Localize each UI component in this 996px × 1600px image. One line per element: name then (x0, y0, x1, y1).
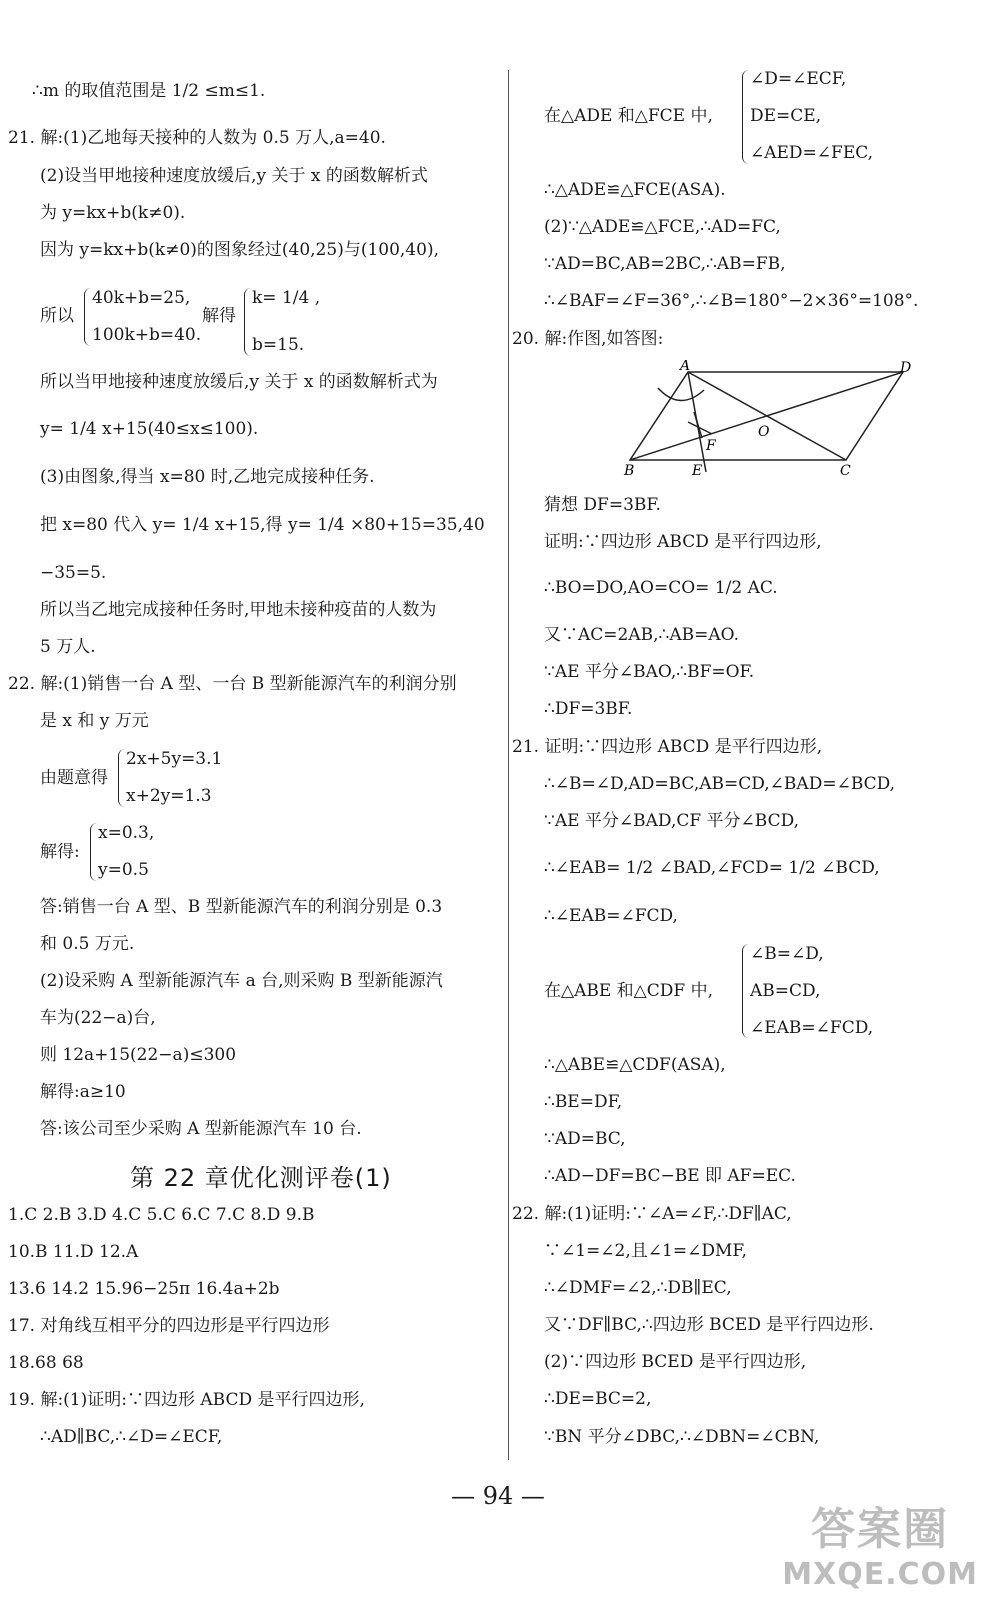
right-text-line: 又∵DF∥BC,∴四边形 BCED 是平行四边形. (544, 1315, 874, 1335)
right-text-line: ∵AD=BC, (544, 1129, 626, 1149)
left-text-line: 100k+b=40. (92, 325, 202, 345)
right-text-line: ∴AD−DF=BC−BE 即 AF=EC. (544, 1166, 796, 1186)
left-text-line: x=0.3, (98, 823, 155, 843)
right-text-line: ∴∠B=∠D,AD=BC,AB=CD,∠BAD=∠BCD, (544, 774, 896, 794)
right-text-line: ∠D=∠ECF, (750, 69, 847, 89)
right-text-line: ∴∠EAB=∠FCD, (544, 906, 678, 926)
left-text-line: 所以当甲地接种速度放缓后,y 关于 x 的函数解析式为 (40, 372, 438, 392)
left-text-line: (3)由图象,得当 x=80 时,乙地完成接种任务. (40, 467, 375, 487)
left-text-line: (2)设当甲地接种速度放缓后,y 关于 x 的函数解析式 (40, 166, 428, 186)
column-divider (508, 70, 509, 1460)
left-text-line: 答:销售一台 A 型、B 型新能源汽车的利润分别是 0.3 (40, 897, 443, 917)
right-text-line: ∵AE 平分∠BAO,∴BF=OF. (544, 662, 755, 682)
right-text-line: ∵AD=BC,AB=2BC,∴AB=FB, (544, 254, 786, 274)
left-text-line: 把 x=80 代入 y= 1/4 x+15,得 y= 1/4 ×80+15=35,40 (40, 515, 485, 535)
right-text-line: ∠EAB=∠FCD, (750, 1018, 874, 1038)
right-text-line: ∠B=∠D, (750, 944, 824, 964)
right-text-line: 猜想 DF=3BF. (544, 495, 661, 515)
right-text-line: ∵∠1=∠2,且∠1=∠DMF, (544, 1241, 747, 1261)
parallelogram-figure (618, 360, 918, 480)
left-text-line: ∴m 的取值范围是 1/2 ≤m≤1. (32, 81, 266, 101)
left-text-line: 由题意得 (40, 768, 108, 788)
right-text-line: 又∵AC=2AB,∴AB=AO. (544, 625, 739, 645)
left-text-line: 10.B 11.D 12.A (8, 1242, 139, 1262)
label-b: B (624, 463, 635, 479)
left-text-line: 则 12a+15(22−a)≤300 (40, 1045, 237, 1065)
right-text-line: AB=CD, (750, 981, 821, 1001)
right-text-line: ∴BO=DO,AO=CO= 1/2 AC. (544, 578, 778, 598)
right-text-line: 证明:∵四边形 ABCD 是平行四边形, (544, 532, 822, 552)
left-text-line: 所以当乙地完成接种任务时,甲地未接种疫苗的人数为 (40, 600, 437, 620)
brace-left (742, 944, 749, 1038)
right-text-line: 20. 解:作图,如答图: (512, 329, 664, 349)
watermark-logo: 答案圈 MXQE.COM (782, 1504, 978, 1592)
left-text-line: 是 x 和 y 万元 (40, 711, 149, 731)
label-a: A (680, 360, 691, 374)
right-text-line: ∠AED=∠FEC, (750, 143, 874, 163)
left-text-line: y=0.5 (98, 860, 149, 880)
brace-left (118, 749, 125, 807)
label-d: D (900, 360, 912, 376)
left-text-line: 解得 (202, 306, 236, 326)
right-text-line: ∴∠DMF=∠2,∴DB∥EC, (544, 1278, 732, 1298)
right-text-line: ∵BN 平分∠DBC,∴∠DBN=∠CBN, (544, 1427, 820, 1447)
left-text-line: 22. 解:(1)销售一台 A 型、一台 B 型新能源汽车的利润分别 (8, 674, 457, 694)
left-text-line: 所以 (40, 306, 74, 326)
right-text-line: ∴BE=DF, (544, 1092, 623, 1112)
left-text-line: 答:该公司至少采购 A 型新能源汽车 10 台. (40, 1119, 362, 1139)
right-text-line: ∴△ADE≌△FCE(ASA). (544, 180, 726, 200)
left-text-line: 21. 解:(1)乙地每天接种的人数为 0.5 万人,a=40. (8, 128, 386, 148)
left-text-line: −35=5. (40, 563, 107, 583)
brace-left (244, 288, 251, 356)
left-text-line: 18.68 68 (8, 1353, 84, 1373)
label-o: O (758, 424, 770, 440)
chapter-title: 第 22 章优化测评卷(1) (130, 1164, 392, 1192)
left-text-line: 17. 对角线互相平分的四边形是平行四边形 (8, 1316, 330, 1336)
left-text-line: 因为 y=kx+b(k≠0)的图象经过(40,25)与(100,40), (40, 240, 439, 260)
diagonal-bd (630, 372, 903, 460)
left-text-line: 和 0.5 万元. (40, 934, 135, 954)
left-text-line: 解得:a≥10 (40, 1082, 126, 1102)
left-text-line: 2x+5y=3.1 (126, 749, 223, 769)
left-text-line: (2)设采购 A 型新能源汽车 a 台,则采购 B 型新能源汽 (40, 971, 443, 991)
left-text-line: 19. 解:(1)证明:∵四边形 ABCD 是平行四边形, (8, 1390, 365, 1410)
label-e: E (692, 463, 703, 479)
left-text-line: y= 1/4 x+15(40≤x≤100). (40, 419, 259, 439)
right-text-line: ∴DF=3BF. (544, 699, 633, 719)
left-text-line: 车为(22−a)台, (40, 1008, 156, 1028)
brace-left (742, 70, 749, 164)
arc-mark (658, 388, 704, 401)
right-text-line: 在△ADE 和△FCE 中, (544, 106, 713, 126)
brace-left (84, 288, 91, 346)
right-text-line: ∴∠EAB= 1/2 ∠BAD,∠FCD= 1/2 ∠BCD, (544, 858, 880, 878)
left-text-line: 40k+b=25, (92, 288, 191, 308)
brace-left (90, 823, 97, 881)
right-text-line: 在△ABE 和△CDF 中, (544, 981, 713, 1001)
label-c: C (840, 463, 851, 479)
left-text-line: 13.6 14.2 15.96−25π 16.4a+2b (8, 1279, 280, 1299)
left-text-line: k= 1/4 , (252, 288, 321, 308)
right-text-line: ∵AE 平分∠BAD,CF 平分∠BCD, (544, 811, 800, 831)
right-text-line: 21. 证明:∵四边形 ABCD 是平行四边形, (512, 737, 823, 757)
label-f: F (706, 438, 716, 454)
right-text-line: DE=CE, (750, 106, 822, 126)
left-text-line: 5 万人. (40, 637, 96, 657)
right-text-line: (2)∵△ADE≌△FCE,∴AD=FC, (544, 217, 781, 237)
left-text-line: 1.C 2.B 3.D 4.C 5.C 6.C 7.C 8.D 9.B (8, 1205, 315, 1225)
left-text-line: 为 y=kx+b(k≠0). (40, 203, 186, 223)
left-text-line: ∴AD∥BC,∴∠D=∠ECF, (40, 1427, 223, 1447)
right-text-line: ∴△ABE≌△CDF(ASA), (544, 1055, 726, 1075)
right-text-line: 22. 解:(1)证明:∵∠A=∠F,∴DF∥AC, (512, 1204, 792, 1224)
right-text-line: ∴∠BAF=∠F=36°,∴∠B=180°−2×36°=108°. (544, 291, 919, 311)
page-number: — 94 — (451, 1482, 545, 1510)
right-text-line: (2)∵四边形 BCED 是平行四边形, (544, 1352, 807, 1372)
left-text-line: x+2y=1.3 (126, 786, 212, 806)
right-text-line: ∴DE=BC=2, (544, 1389, 652, 1409)
left-text-line: 解得: (40, 842, 80, 862)
left-text-line: b=15. (252, 335, 305, 355)
